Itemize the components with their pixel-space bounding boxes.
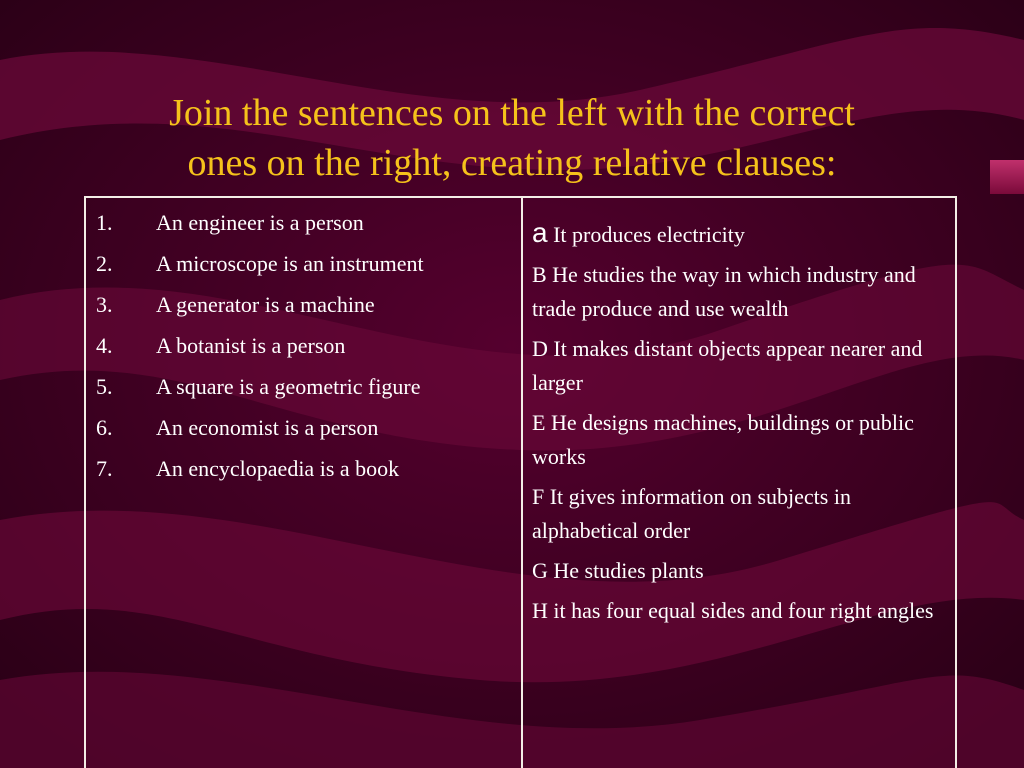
right-item-h: H it has four equal sides and four right angles [532, 598, 934, 623]
item-text: An economist is a person [156, 415, 379, 440]
item-text: A generator is a machine [156, 292, 375, 317]
item-number: 3. [96, 292, 113, 317]
right-item-e: E He designs machines, buildings or public works [532, 410, 914, 469]
left-column [96, 208, 516, 495]
item-number: 6. [96, 415, 113, 440]
right-item-d: D It makes distant objects appear nearer and larger [532, 336, 923, 395]
right-item-a [532, 216, 950, 252]
item-number: 5. [96, 374, 113, 399]
right-item-a-text: It produces electricity [553, 222, 745, 247]
item-text: An engineer is a person [156, 210, 364, 235]
left-item-1 [96, 208, 516, 249]
left-item-5 [96, 372, 516, 413]
title-line-2: ones on the right, creating relative clauses: [187, 142, 837, 184]
column-divider [521, 198, 523, 768]
item-text: A microscope is an instrument [156, 251, 424, 276]
item-number: 2. [96, 251, 113, 276]
right-column [532, 216, 950, 634]
item-number: 1. [96, 210, 113, 235]
right-item-g: G He studies plants [532, 558, 704, 583]
matching-table [84, 196, 957, 768]
item-text: A square is a geometric figure [156, 374, 421, 399]
left-item-3 [96, 290, 516, 331]
letter-a: a [532, 217, 548, 248]
item-text: An encyclopaedia is a book [156, 456, 400, 481]
right-item-f: F It gives information on subjects in alphabetical order [532, 484, 851, 543]
left-item-7 [96, 454, 516, 495]
left-item-4 [96, 331, 516, 372]
item-text: A botanist is a person [156, 333, 346, 358]
left-item-2 [96, 249, 516, 290]
slide-title [0, 88, 1024, 188]
left-item-6 [96, 413, 516, 454]
item-number: 7. [96, 456, 113, 481]
item-number: 4. [96, 333, 113, 358]
right-item-b: B He studies the way in which industry and trade produce and use wealth [532, 262, 916, 321]
title-line-1: Join the sentences on the left with the correct [169, 92, 855, 134]
